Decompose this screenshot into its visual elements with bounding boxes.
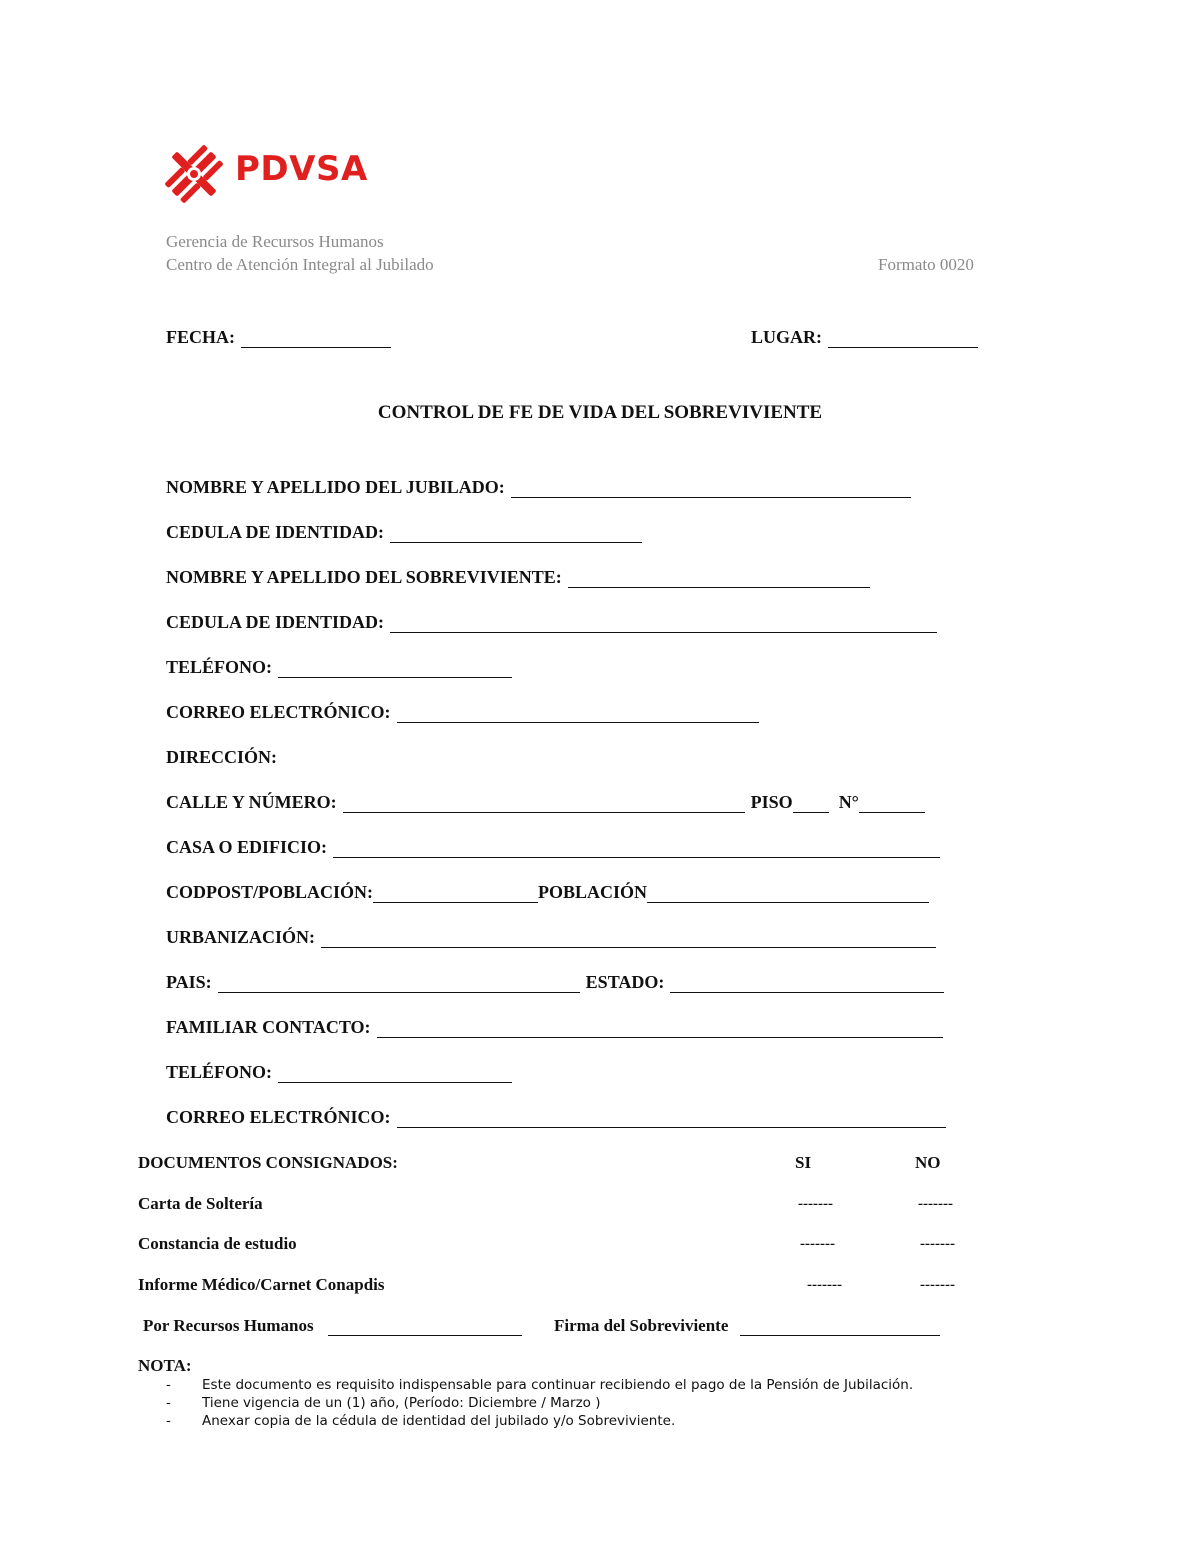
codpost-field[interactable] (373, 884, 538, 903)
cedula-sobreviviente-row (166, 612, 937, 633)
urbanizacion-field[interactable] (321, 929, 936, 948)
fecha-field[interactable] (241, 329, 391, 348)
nota-item (166, 1377, 913, 1393)
fecha-label: FECHA: (166, 327, 235, 347)
form-title: CONTROL DE FE DE VIDA DEL SOBREVIVIENTE (377, 402, 823, 423)
telefono-familiar-label: TELÉFONO: (166, 1062, 273, 1082)
nombre-jubilado-row (166, 477, 911, 498)
department-name: Gerencia de Recursos Humanos (166, 232, 384, 251)
numero-label: N° (838, 792, 859, 812)
nombre-sobreviviente-field[interactable] (568, 569, 870, 588)
nota-text: Anexar copia de la cédula de identidad del jubilado y/o Sobreviviente. (202, 1413, 676, 1429)
calle-label: CALLE Y NÚMERO: (166, 792, 337, 812)
rrhh-signature-row (143, 1316, 522, 1336)
rrhh-signature-field[interactable] (328, 1319, 522, 1336)
correo-field[interactable] (397, 704, 759, 723)
correo-familiar-row (166, 1107, 946, 1128)
pais-field[interactable] (218, 974, 580, 993)
center-name: Centro de Atención Integral al Jubilado (166, 255, 434, 274)
calle-row (166, 792, 925, 813)
pais-row (166, 972, 944, 993)
piso-field[interactable] (793, 794, 829, 813)
correo-label: CORREO ELECTRÓNICO: (166, 702, 391, 722)
nombre-sobreviviente-label: NOMBRE Y APELLIDO DEL SOBREVIVIENTE: (166, 567, 562, 587)
no-checkbox[interactable]: ------- (918, 1196, 953, 1212)
telefono-label: TELÉFONO: (166, 657, 273, 677)
lugar-field[interactable] (828, 329, 978, 348)
calle-field[interactable] (343, 794, 745, 813)
logo-text: PDVSA (235, 149, 368, 189)
no-checkbox[interactable]: ------- (920, 1277, 955, 1293)
correo-familiar-label: CORREO ELECTRÓNICO: (166, 1107, 391, 1127)
nombre-jubilado-label: NOMBRE Y APELLIDO DEL JUBILADO: (166, 477, 505, 497)
estado-label: ESTADO: (585, 972, 665, 992)
nota-heading: NOTA: (138, 1356, 192, 1375)
si-checkbox[interactable]: ------- (807, 1277, 842, 1293)
cedula-sobreviviente-label: CEDULA DE IDENTIDAD: (166, 612, 385, 632)
no-header: NO (915, 1153, 941, 1172)
cedula-jubilado-label: CEDULA DE IDENTIDAD: (166, 522, 385, 542)
nombre-jubilado-field[interactable] (511, 479, 911, 498)
rrhh-signature-label: Por Recursos Humanos (143, 1316, 314, 1335)
no-checkbox[interactable]: ------- (920, 1236, 955, 1252)
pdvsa-logo (165, 145, 375, 203)
si-header: SI (795, 1153, 812, 1172)
telefono-field[interactable] (278, 659, 512, 678)
nota-item (166, 1413, 675, 1429)
si-checkbox[interactable]: ------- (798, 1196, 833, 1212)
document-label: Constancia de estudio (138, 1234, 297, 1253)
codpost-label: CODPOST/POBLACIÓN: (166, 882, 374, 902)
nota-bullet: - (166, 1377, 171, 1393)
cedula-jubilado-row (166, 522, 642, 543)
numero-field[interactable] (859, 794, 925, 813)
familiar-field[interactable] (377, 1019, 943, 1038)
urbanizacion-label: URBANIZACIÓN: (166, 927, 316, 947)
document-label: Informe Médico/Carnet Conapdis (138, 1275, 385, 1294)
sobreviviente-signature-row (554, 1316, 940, 1336)
nombre-sobreviviente-row (166, 567, 870, 588)
nota-text: Tiene vigencia de un (1) año, (Período: Diciembre / Marzo ) (202, 1395, 601, 1411)
nota-bullet: - (166, 1413, 171, 1429)
cedula-jubilado-field[interactable] (390, 524, 642, 543)
correo-row (166, 702, 759, 723)
telefono-familiar-row (166, 1062, 512, 1083)
pdvsa-sun-icon (165, 145, 223, 203)
nota-text: Este documento es requisito indispensable para continuar recibiendo el pago de la Pensión de Jubilación. (202, 1377, 914, 1393)
lugar-label: LUGAR: (751, 327, 822, 347)
codpost-row (166, 882, 929, 903)
familiar-label: FAMILIAR CONTACTO: (166, 1017, 371, 1037)
pais-label: PAIS: (166, 972, 212, 992)
document-label: Carta de Soltería (138, 1194, 263, 1213)
format-code: Formato 0020 (878, 255, 974, 274)
lugar-row (751, 327, 978, 348)
direccion-row (166, 747, 277, 768)
correo-familiar-field[interactable] (397, 1109, 946, 1128)
casa-row (166, 837, 940, 858)
direccion-label: DIRECCIÓN: (166, 747, 278, 767)
estado-field[interactable] (670, 974, 944, 993)
casa-field[interactable] (333, 839, 940, 858)
poblacion-label: POBLACIÓN (538, 882, 648, 902)
telefono-familiar-field[interactable] (278, 1064, 512, 1083)
documents-heading: DOCUMENTOS CONSIGNADOS: (138, 1153, 398, 1172)
piso-label: PISO (750, 792, 793, 812)
nota-item (166, 1395, 600, 1411)
urbanizacion-row (166, 927, 936, 948)
fecha-row (166, 327, 391, 348)
familiar-row (166, 1017, 943, 1038)
cedula-sobreviviente-field[interactable] (390, 614, 937, 633)
si-checkbox[interactable]: ------- (800, 1236, 835, 1252)
sobreviviente-signature-label: Firma del Sobreviviente (554, 1316, 729, 1335)
sobreviviente-signature-field[interactable] (740, 1319, 940, 1336)
casa-label: CASA O EDIFICIO: (166, 837, 328, 857)
nota-bullet: - (166, 1395, 171, 1411)
telefono-row (166, 657, 512, 678)
poblacion-field[interactable] (647, 884, 929, 903)
